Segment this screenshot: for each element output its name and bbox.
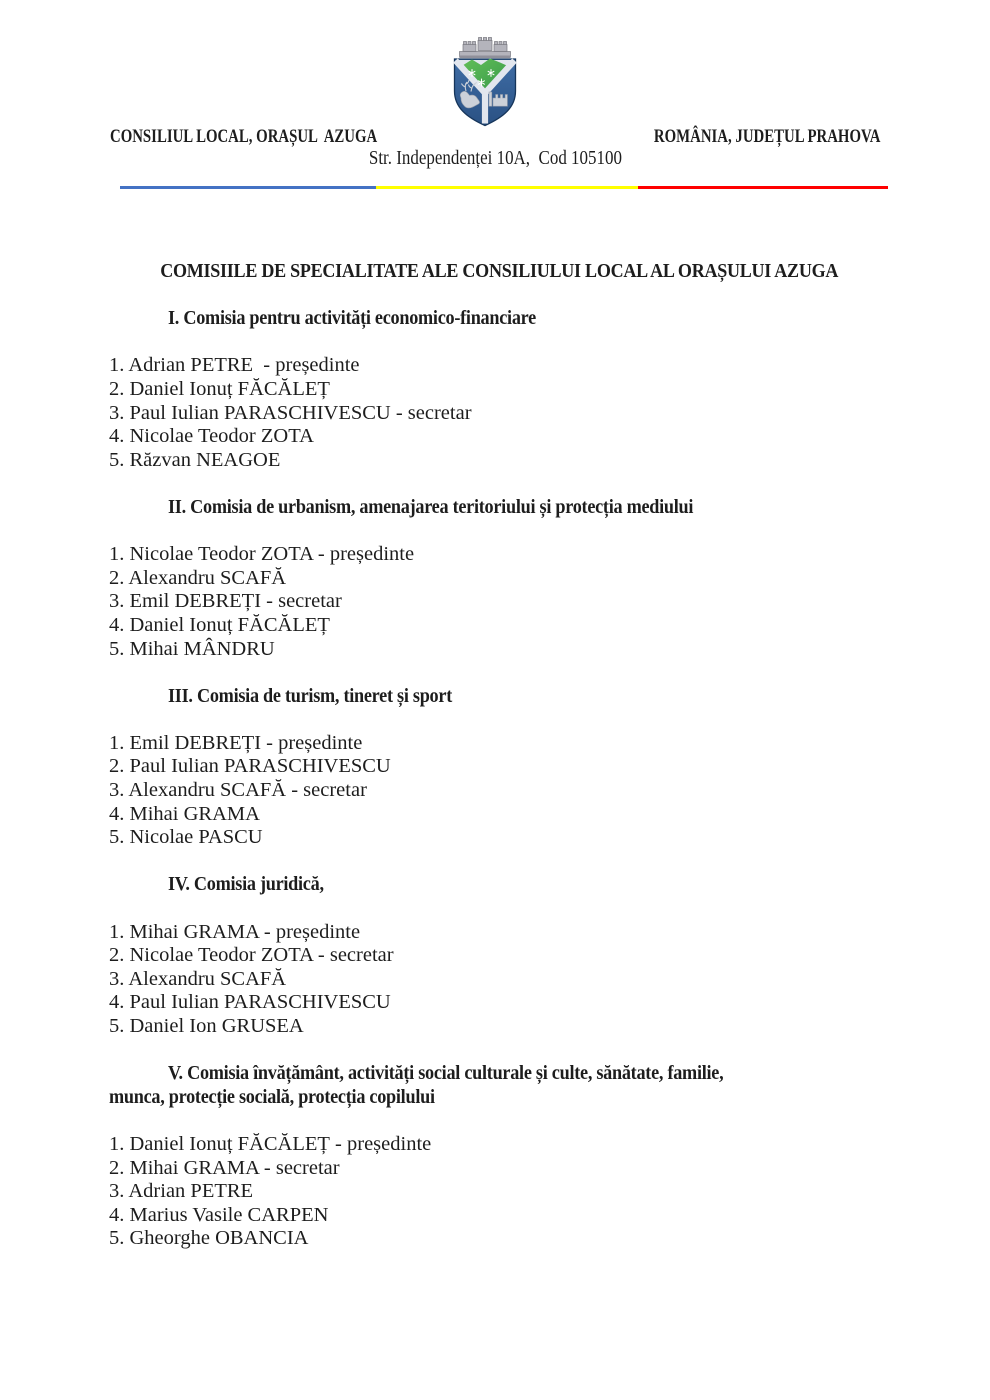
document-body: [109, 260, 890, 1251]
flag-segment-yellow: [376, 186, 638, 189]
member-line: 4. Marius Vasile CARPEN: [109, 1203, 329, 1226]
member-line: 4. Nicolae Teodor ZOTA: [109, 425, 314, 448]
member-line: 5. Daniel Ion GRUSEA: [109, 1015, 304, 1037]
header-left: CONSILIUL LOCAL, ORAȘUL AZUGA: [110, 126, 378, 147]
member-line: 2. Mihai GRAMA - secretar: [109, 1156, 340, 1179]
member-list: [109, 921, 890, 1039]
member-line: 4. Paul Iulian PARASCHIVESCU: [109, 991, 391, 1014]
member-line: 1. Adrian PETRE - președinte: [109, 354, 360, 377]
coat-of-arms: [451, 35, 519, 128]
section-heading: [109, 873, 890, 897]
mural-crown-icon: [460, 38, 511, 59]
member-list: [109, 732, 890, 850]
member-line: 1. Nicolae Teodor ZOTA - președinte: [109, 543, 415, 566]
section-heading: [109, 1062, 890, 1109]
section-heading: [109, 685, 890, 709]
section-heading: [109, 307, 890, 331]
member-line: 4. Daniel Ionuț FĂCĂLEȚ: [109, 613, 330, 636]
section-heading-line: III. Comisia de turism, tineret și sport: [168, 684, 452, 707]
member-line: 5. Mihai MÂNDRU: [109, 637, 275, 660]
header-row: [110, 127, 880, 146]
section-heading: [109, 496, 890, 520]
commission-section: [109, 1062, 890, 1251]
member-line: 1. Emil DEBREȚI - președinte: [109, 731, 363, 754]
member-line: 3. Alexandru SCAFĂ: [109, 967, 287, 990]
member-line: 3. Emil DEBREȚI - secretar: [109, 590, 342, 613]
commission-section: [109, 496, 890, 661]
member-line: 2. Paul Iulian PARASCHIVESCU: [109, 755, 391, 778]
member-list: [109, 1133, 890, 1251]
sections-container: [109, 307, 890, 1251]
section-heading-line: V. Comisia învățământ, activități social culturale și culte, sănătate, familie,: [168, 1062, 724, 1085]
member-line: 2. Alexandru SCAFĂ: [109, 566, 287, 589]
shield-icon: [455, 59, 516, 126]
member-line: 5. Gheorghe OBANCIA: [109, 1227, 309, 1250]
member-line: 3. Paul Iulian PARASCHIVESCU - secretar: [109, 401, 472, 424]
member-list: [109, 354, 890, 472]
member-line: 4. Mihai GRAMA: [109, 802, 260, 825]
member-line: 2. Daniel Ionuț FĂCĂLEȚ: [109, 377, 330, 400]
member-line: 1. Mihai GRAMA - președinte: [109, 920, 361, 943]
member-line: 3. Adrian PETRE: [109, 1180, 254, 1203]
member-line: 3. Alexandru SCAFĂ - secretar: [109, 779, 367, 802]
member-line: 5. Răzvan NEAGOE: [109, 448, 281, 471]
section-heading-line: IV. Comisia juridică,: [168, 873, 324, 896]
commission-section: [109, 307, 890, 472]
section-heading-line: I. Comisia pentru activități economico-financiare: [168, 307, 536, 330]
header-address: Str. Independenței 10A, Cod 105100: [368, 148, 622, 169]
commission-section: [109, 685, 890, 850]
section-heading-line: munca, protecție socială, protecția copilului: [109, 1085, 435, 1108]
member-line: 2. Nicolae Teodor ZOTA - secretar: [109, 944, 394, 967]
header-right: ROMÂNIA, JUDEȚUL PRAHOVA: [653, 126, 880, 147]
flag-segment-blue: [120, 186, 376, 189]
member-list: [109, 543, 890, 661]
flag-segment-red: [638, 186, 888, 189]
section-heading-line: II. Comisia de urbanism, amenajarea teritoriului și protecția mediului: [168, 495, 694, 518]
tricolor-rule: [120, 186, 888, 189]
member-line: 5. Nicolae PASCU: [109, 826, 263, 849]
member-line: 1. Daniel Ionuț FĂCĂLEȚ - președinte: [109, 1132, 432, 1155]
page-title: COMISIILE DE SPECIALITATE ALE CONSILIULUI LOCAL AL ORAȘULUI AZUGA: [160, 260, 839, 282]
commission-section: [109, 873, 890, 1038]
